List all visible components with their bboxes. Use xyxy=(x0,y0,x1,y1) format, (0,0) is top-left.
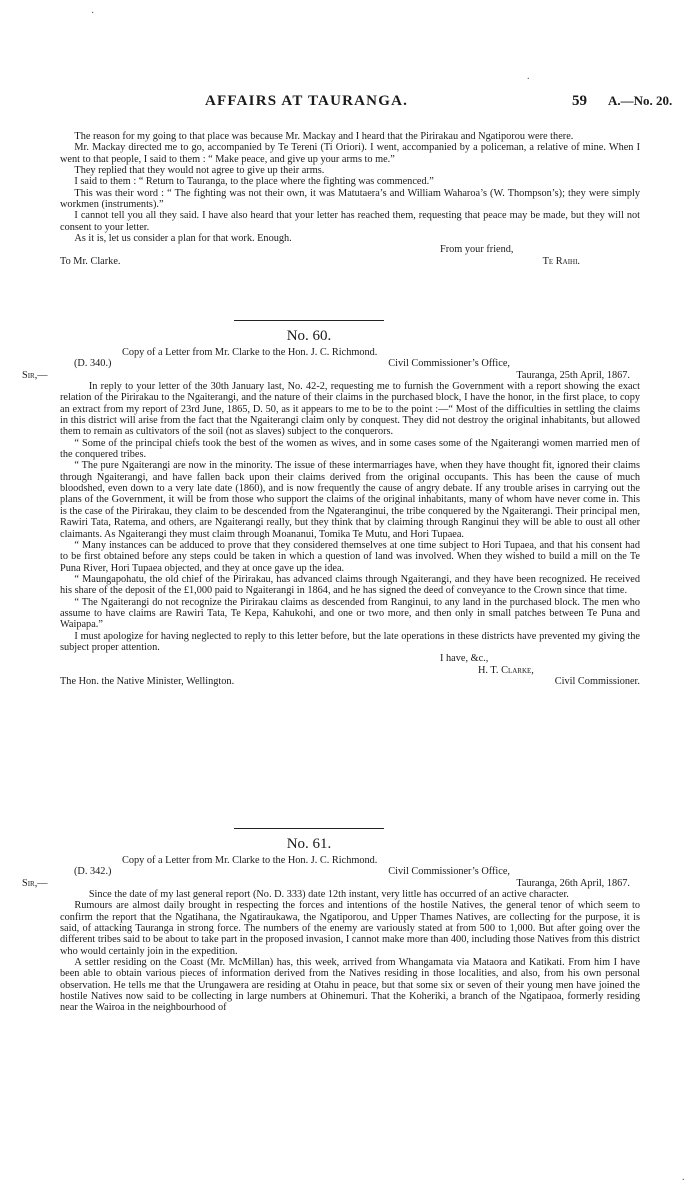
salutation: Sir,— xyxy=(22,877,48,889)
paragraph: In reply to your letter of the 30th January last, No. 42-2, requesting me to furnish the Government with a report showing the exact relation of the Pirirakau to the Ngaiterangi, and the nature of their claims in the purchased block, I have the honor, in the first place, to copy an extract from my report of 23rd June, 1865, D. 50, as it appears to me to be to the point :—“ Most of the difficulties in settling the claims in this district will arise from the fact that the Ngaiterangi claim only by conquest. They did not destroy the original inhabitants, but allowed them to remain as cultivators of the soil (not as slaves) subject to the conquerors. xyxy=(60,381,640,438)
letter-number: No. 60. xyxy=(286,328,332,344)
paragraph: “ The Ngaiterangi do not recognize the Pirirakau claims as descended from Ranginui, to any land in the purchased block. The men who assume to have claims are Rawiri Tata, Te Kepa, Kahukohi, and one or two more, and then only in small patches between Te Puna and Waipapa.” xyxy=(60,596,640,631)
paragraph: I must apologize for having neglected to reply to this letter before, but the late operations in these districts have prevented my giving the subject proper attention. xyxy=(60,630,640,653)
salutation-row xyxy=(22,369,640,381)
paragraph: Since the date of my last general report (No. D. 333) date 12th instant, very little has occurred of an active character. xyxy=(88,889,569,901)
signature-row xyxy=(60,676,640,687)
addressee: The Hon. the Native Minister, Wellington. xyxy=(60,675,235,687)
letter-61 xyxy=(22,855,640,1014)
stray-mark: · xyxy=(91,8,95,19)
office: Civil Commissioner’s Office, xyxy=(388,358,510,370)
signature-row xyxy=(60,256,640,267)
paragraph: As it is, let us consider a plan for that work. Enough. xyxy=(74,233,292,245)
running-header xyxy=(0,93,700,113)
letter-60 xyxy=(22,347,640,687)
stray-mark: . xyxy=(527,71,530,82)
paragraph: “ Some of the principal chiefs took the best of the women as wives, and in some cases some of the Ngaiterangi women married men of the conquered tribes. xyxy=(60,437,640,461)
letter-continued xyxy=(60,131,640,267)
addressee: To Mr. Clarke. xyxy=(60,255,121,267)
letter-heading: Copy of a Letter from Mr. Clarke to the Hon. J. C. Richmond. xyxy=(122,347,378,358)
section-divider xyxy=(234,320,384,321)
paragraph: I cannot tell you all they said. I have also heard that your letter has reached them, requesting that peace may be made, but they will not consent to your letter. xyxy=(60,210,640,233)
letter-meta xyxy=(60,866,640,877)
section-divider xyxy=(234,828,384,829)
letter-number: No. 61. xyxy=(286,836,332,852)
paragraph: I said to them : “ Return to Tauranga, to the place where the fighting was commenced.” xyxy=(74,176,434,188)
office: Civil Commissioner’s Office, xyxy=(388,866,510,878)
file-reference: (D. 342.) xyxy=(74,866,112,878)
signatory-title: Civil Commissioner. xyxy=(554,675,640,687)
paragraph: They replied that they would not agree to give up their arms. xyxy=(74,165,325,177)
paragraph: Rumours are almost daily brought in respecting the forces and intentions of the hostile Natives, the general tenor of which seem to confirm the report that the Ngatihana, the Ngatiraukawa, the Ngatiporou, and Upper Thames Natives, are collecting for the purpose, it is said, of attacking Tauranga in strong force. The numbers of the enemy are variously stated at from 500 to 1,000. But after going over the different tribes said to be about to take part in the proposed invasion, I cannot make more than 400, including those Natives from this district who would certainly join in the expedition. xyxy=(60,900,640,957)
closing: From your friend, xyxy=(440,244,514,256)
signature: Te Raihi. xyxy=(542,255,580,267)
paper-reference: A.—No. 20. xyxy=(608,93,673,108)
letter-meta xyxy=(60,358,640,369)
paragraph: This was their word : “ The fighting was not their own, it was Matutaera’s and William Waharoa’s (W. Thompson’s); they were simply workmen (instruments).” xyxy=(60,187,640,211)
file-reference: (D. 340.) xyxy=(74,358,112,370)
paragraph: “ The pure Ngaiterangi are now in the minority. The issue of these intermarriages have, when they have thought fit, ignored their claims through Ngaiterangi, and have fallen back upon their claims derived from the original occupants. This has been the cause of much bloodshed, even down to a very late date (1860), and is now frequently the cause of angry debate. If any trouble arises in carrying out the plans of the Government, it will be from those who support the claims of the original inhabitants, many of whom have never come in. This is the case of the Pirirakau, they claim to be descended from the Ngateranginui, the tribe conquered by the Ngaiterangi. Their principal men, Rawiri Tata, Ratema, and others, are Ngaiterangi really, but they think that by claiming through Ranginui they will be able to oust all other claimants. As Ngaiterangi they must claim through Moananui, Tomika Te Mutu, and Hori Tupaea. xyxy=(60,460,640,540)
closing: I have, &c., xyxy=(440,653,489,665)
signature: H. T. Clarke, xyxy=(478,664,534,676)
paragraph: Mr. Mackay directed me to go, accompanied by Te Tereni (Ti Oriori). I went, accompanied by a policeman, a relative of mine. When I went to that people, I said to them : “ Make peace, and give up your arms to me.” xyxy=(60,142,640,165)
paragraph: “ Many instances can be adduced to prove that they considered themselves at one time subject to Hori Tupaea, and that his consent had to be first obtained before any steps could be taken in which a question of land was involved. When they wished to build a mill on the Te Puna River, Hori Tupaea objected, and they at once gave up the idea. xyxy=(60,539,640,574)
letter-heading: Copy of a Letter from Mr. Clarke to the Hon. J. C. Richmond. xyxy=(122,855,378,866)
page-number: 59 xyxy=(572,93,587,109)
letter-date: Tauranga, 25th April, 1867. xyxy=(516,369,630,381)
stray-mark: . xyxy=(682,1172,685,1183)
header-title: AFFAIRS AT TAURANGA. xyxy=(205,93,409,109)
paragraph: A settler residing on the Coast (Mr. McMillan) has, this week, arrived from Whangamata via Mataora and Katikati. From him I have been able to obtain various pieces of information derived from the Natives residing in those localities, and also, from his own personal observation. He tells me that the Urungawera are residing at Otahu in peace, but that some six or seven of their young men have joined the hostile Natives now said to be collecting in large numbers at Ohinemuri. That the Koheriki, a branch of the Ngatipaoa, formerly residing near the Wairoa in the neighbourhood of xyxy=(60,957,640,1014)
salutation-row xyxy=(22,877,640,889)
paragraph: The reason for my going to that place was because Mr. Mackay and I heard that the Pirirakau and Ngatiporou were there. xyxy=(74,131,574,142)
letter-date: Tauranga, 26th April, 1867. xyxy=(516,877,630,889)
paragraph: “ Maungapohatu, the old chief of the Pirirakau, has advanced claims through Ngaiterangi, and they have been recognized. He received his share of the deposit of the £1,000 paid to Ngaiterangi in 1864, and he has signed the deed of conveyance to the Crown since that time. xyxy=(60,573,640,597)
salutation: Sir,— xyxy=(22,369,48,381)
